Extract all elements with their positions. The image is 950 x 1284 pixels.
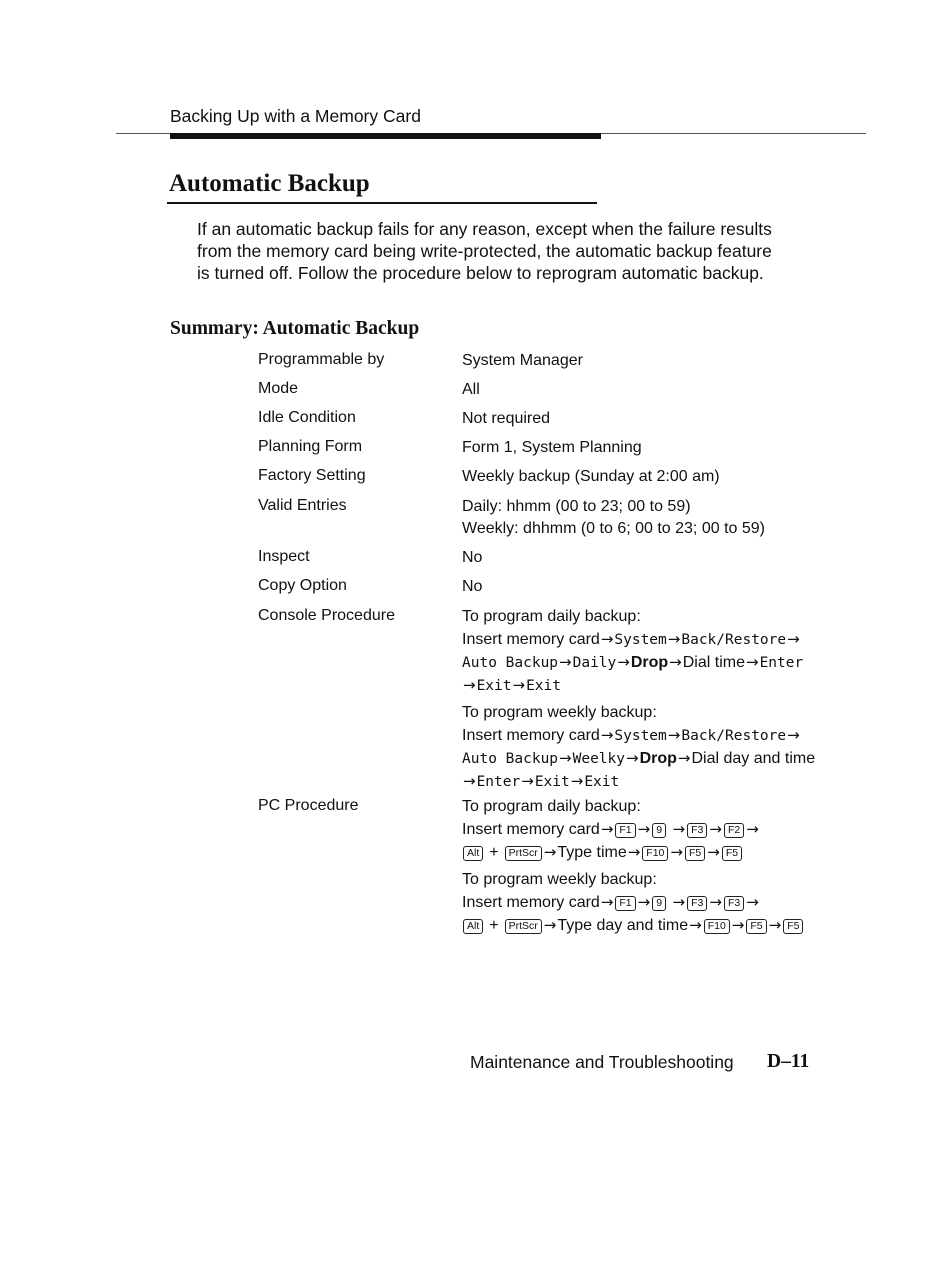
drop-button-label: Drop (639, 750, 677, 767)
display-option: Exit (526, 678, 561, 694)
arrow-icon: → (627, 843, 641, 861)
label-programmable-by: Programmable by (258, 351, 385, 368)
label-copy-option: Copy Option (258, 577, 347, 594)
display-option: Daily (572, 655, 617, 671)
f2-key-icon: F2 (724, 823, 744, 838)
console-weekly-heading: To program weekly backup: (462, 704, 657, 721)
display-option: System (614, 728, 667, 744)
alt-key-icon: Alt (463, 846, 483, 861)
arrow-icon: → (600, 820, 614, 838)
f3-key-icon: F3 (687, 823, 707, 838)
step-text: Type day and time (557, 917, 689, 934)
arrow-icon: → (463, 676, 476, 694)
f5-key-icon: F5 (685, 846, 705, 861)
intro-line: from the memory card being write-protected, the automatic backup feature (197, 241, 772, 261)
arrow-icon: → (746, 893, 759, 911)
f3-key-icon: F3 (724, 896, 744, 911)
pc-weekly-line-1 (462, 891, 804, 914)
console-weekly-line-3 (462, 770, 815, 793)
arrow-icon: → (709, 893, 722, 911)
f1-key-icon: F1 (615, 823, 635, 838)
arrow-icon: → (559, 653, 572, 671)
arrow-icon: → (746, 820, 759, 838)
f5-key-icon: F5 (722, 846, 742, 861)
arrow-icon: → (689, 916, 702, 934)
plus-sign: + (489, 917, 499, 934)
pc-daily-procedure (462, 796, 760, 864)
prtscr-key-icon: PrtScr (505, 919, 542, 934)
display-option: System (614, 632, 667, 648)
arrow-icon: → (677, 749, 691, 767)
pc-daily-heading: To program daily backup: (462, 798, 641, 815)
header-thick-rule (170, 133, 601, 139)
pc-weekly-heading: To program weekly backup: (462, 871, 657, 888)
pc-weekly-line-2 (462, 914, 804, 937)
label-planning-form: Planning Form (258, 438, 363, 455)
nine-key-icon: 9 (652, 896, 666, 911)
arrow-icon: → (787, 726, 800, 744)
value-idle-condition: Not required (462, 410, 551, 427)
prtscr-key-icon: PrtScr (505, 846, 542, 861)
arrow-icon: → (667, 726, 681, 744)
summary-heading: Summary: Automatic Backup (170, 318, 420, 339)
valid-entries-daily: Daily: hhmm (00 to 23; 00 to 59) (462, 498, 691, 515)
value-factory-setting: Weekly backup (Sunday at 2:00 am) (462, 468, 720, 485)
arrow-icon: → (745, 653, 759, 671)
display-option: Auto Backup (462, 655, 559, 671)
footer-title: Maintenance and Troubleshooting (470, 1052, 734, 1072)
alt-key-icon: Alt (463, 919, 483, 934)
display-option: Enter (759, 655, 804, 671)
drop-button-label: Drop (630, 654, 669, 671)
intro-line: If an automatic backup fails for any reason, except when the failure results (197, 219, 772, 239)
title-underline (167, 202, 597, 204)
value-mode: All (462, 381, 480, 398)
arrow-icon: → (672, 820, 686, 838)
step-text: Type time (557, 844, 627, 861)
display-option: Exit (534, 774, 570, 790)
arrow-icon: → (600, 726, 614, 744)
arrow-icon: → (463, 772, 476, 790)
display-option: Back/Restore (681, 728, 787, 744)
f5-key-icon: F5 (783, 919, 803, 934)
display-option: Enter (476, 774, 521, 790)
arrow-icon: → (570, 772, 584, 790)
arrow-icon: → (512, 676, 526, 694)
arrow-icon: → (787, 630, 800, 648)
step-text: Insert memory card (462, 821, 600, 838)
arrow-icon: → (543, 916, 557, 934)
value-programmable-by: System Manager (462, 352, 583, 369)
f5-key-icon: F5 (746, 919, 766, 934)
arrow-icon: → (600, 630, 614, 648)
display-option: Weelky (572, 751, 625, 767)
label-factory-setting: Factory Setting (258, 467, 366, 484)
console-daily-heading: To program daily backup: (462, 608, 641, 625)
plus-sign: + (489, 844, 499, 861)
value-copy-option: No (462, 578, 483, 595)
step-text: Insert memory card (462, 631, 600, 648)
arrow-icon: → (543, 843, 557, 861)
value-valid-entries (462, 496, 765, 540)
pc-weekly-procedure (462, 869, 804, 937)
arrow-icon: → (667, 630, 681, 648)
arrow-icon: → (637, 893, 651, 911)
console-weekly-line-1 (462, 724, 815, 747)
display-option: Auto Backup (462, 751, 559, 767)
step-text: Dial time (682, 654, 745, 671)
step-text: Dial day and time (691, 750, 816, 767)
display-option: Back/Restore (681, 632, 787, 648)
label-pc-procedure: PC Procedure (258, 797, 359, 814)
arrow-icon: → (669, 653, 682, 671)
page-number: D–11 (767, 1051, 810, 1072)
arrow-icon: → (707, 843, 720, 861)
value-inspect: No (462, 549, 483, 566)
pc-daily-line-1 (462, 818, 760, 841)
arrow-icon: → (670, 843, 683, 861)
section-title: Automatic Backup (169, 170, 370, 197)
running-header: Backing Up with a Memory Card (170, 106, 421, 126)
arrow-icon: → (709, 820, 722, 838)
intro-line: is turned off. Follow the procedure below to reprogram automatic backup. (197, 263, 764, 283)
arrow-icon: → (637, 820, 651, 838)
console-weekly-line-2 (462, 747, 815, 770)
f10-key-icon: F10 (642, 846, 668, 861)
console-daily-procedure (462, 606, 803, 697)
console-weekly-procedure (462, 702, 815, 793)
f1-key-icon: F1 (615, 896, 635, 911)
arrow-icon: → (559, 749, 572, 767)
display-option: Exit (584, 774, 620, 790)
label-console-procedure: Console Procedure (258, 607, 395, 624)
arrow-icon: → (731, 916, 745, 934)
valid-entries-weekly: Weekly: dhhmm (0 to 6; 00 to 23; 00 to 59) (462, 520, 765, 537)
arrow-icon: → (672, 893, 686, 911)
label-valid-entries: Valid Entries (258, 497, 347, 514)
console-daily-line-3 (462, 674, 803, 697)
console-daily-line-2 (462, 651, 803, 674)
console-daily-line-1 (462, 628, 803, 651)
label-inspect: Inspect (258, 548, 310, 565)
label-mode: Mode (258, 380, 299, 397)
f10-key-icon: F10 (704, 919, 730, 934)
arrow-icon: → (768, 916, 782, 934)
arrow-icon: → (617, 653, 630, 671)
display-option: Exit (476, 678, 512, 694)
arrow-icon: → (626, 749, 639, 767)
label-idle-condition: Idle Condition (258, 409, 356, 426)
value-planning-form: Form 1, System Planning (462, 439, 642, 456)
arrow-icon: → (600, 893, 614, 911)
f3-key-icon: F3 (687, 896, 707, 911)
pc-daily-line-2 (462, 841, 760, 864)
intro-paragraph (197, 218, 837, 284)
nine-key-icon: 9 (652, 823, 666, 838)
arrow-icon: → (521, 772, 534, 790)
step-text: Insert memory card (462, 727, 600, 744)
step-text: Insert memory card (462, 894, 600, 911)
